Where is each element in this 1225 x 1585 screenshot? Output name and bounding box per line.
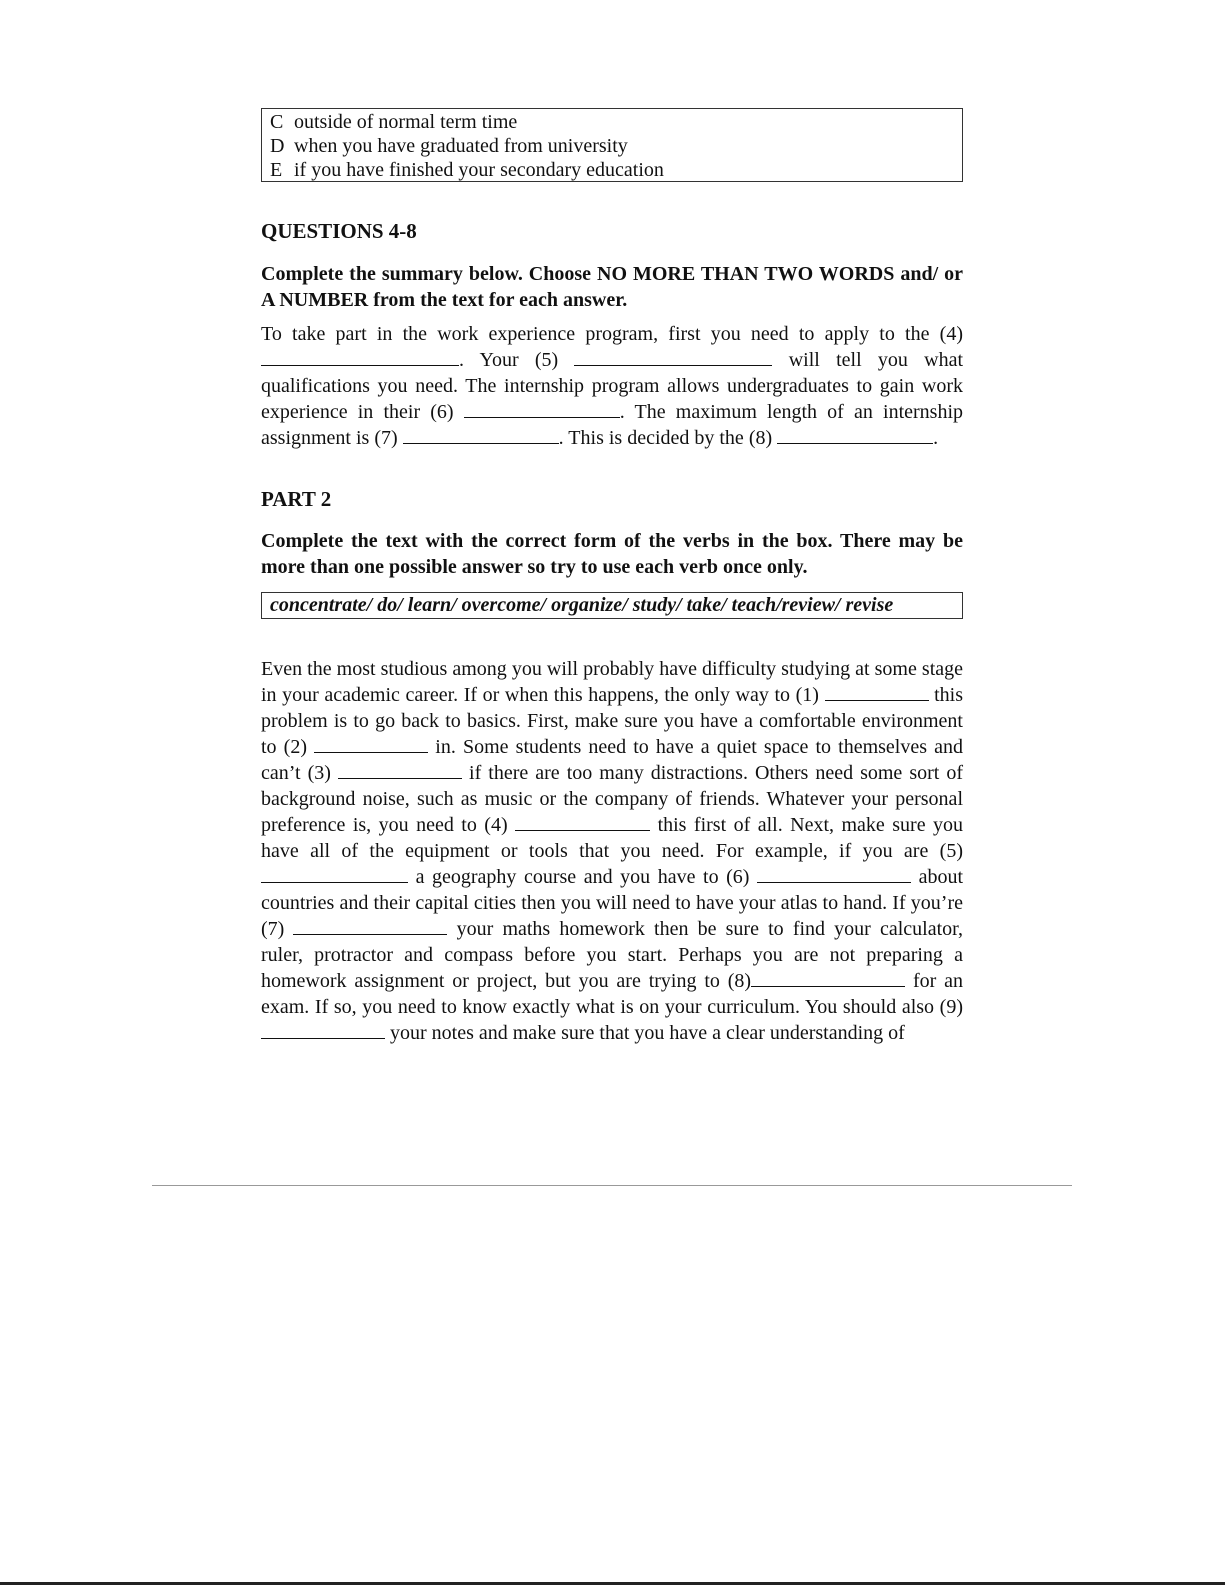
blank-2[interactable] [314, 734, 428, 753]
blank-3[interactable] [338, 760, 462, 779]
questions-heading: QUESTIONS 4-8 [261, 219, 417, 243]
blank-4[interactable] [261, 347, 459, 366]
answer-options-box [261, 108, 963, 182]
blank-5b[interactable] [261, 864, 408, 883]
questions-instruction: Complete the summary below. Choose NO MORE THAN TWO WORDS and/ or A NUMBER from the text for each answer. [261, 263, 963, 311]
blank-1[interactable] [825, 682, 929, 701]
main-text-paragraph: Even the most studious among you will probably have difficulty studying at some stage in your academic career. If or when this happens, the only way to (1) this problem is to go back to basics. First, make sure you have a comfortable environment to (2) in. Some students need to have a quiet space to themselves and can’t (3) if there are too many distractions. Others need some sort of background noise, such as music or the company of friends. Whatever your personal preference is, you need to (4) this first of all. Next, make sure you have all of the equipment or tools that you need. For example, if you are (5) a geography course and you have to (6) about countries and their capital cities then you will need to have your atlas to hand. If you’re (7) your maths homework then be sure to find your calculator, ruler, protractor and compass before you start. Perhaps you are not preparing a homework assignment or project, but you are trying to (8) for an exam. If so, you need to know exactly what is on your curriculum. You should also (9) your notes and make sure that you have a clear understanding of [261, 658, 964, 1044]
part2-heading: PART 2 [261, 487, 332, 511]
blank-7b[interactable] [293, 916, 447, 935]
blank-8b[interactable] [751, 968, 905, 987]
option-e: E if you have finished your secondary education [270, 159, 664, 181]
blank-4b[interactable] [515, 812, 650, 831]
blank-6[interactable] [464, 399, 620, 418]
blank-6b[interactable] [757, 864, 911, 883]
verb-box: concentrate/ do/ learn/ overcome/ organize/ study/ take/ teach/review/ revise [261, 592, 963, 619]
blank-8[interactable] [777, 425, 933, 444]
part2-instruction: Complete the text with the correct form of the verbs in the box. There may be more than one possible answer so try to use each verb once only. [261, 530, 963, 578]
option-c: C outside of normal term time [270, 111, 518, 133]
blank-9[interactable] [261, 1020, 385, 1039]
blank-7[interactable] [403, 425, 559, 444]
page-divider [152, 1185, 1072, 1186]
option-d: D when you have graduated from university [270, 135, 628, 157]
blank-5[interactable] [574, 347, 772, 366]
summary-paragraph: To take part in the work experience program, first you need to apply to the (4) . Your (5) will tell you what qualifications you need. The internship program allows undergraduates to gain work experience in their (6) . The maximum length of an internship assignment is (7) . This is decided by the (8) . [261, 323, 964, 449]
